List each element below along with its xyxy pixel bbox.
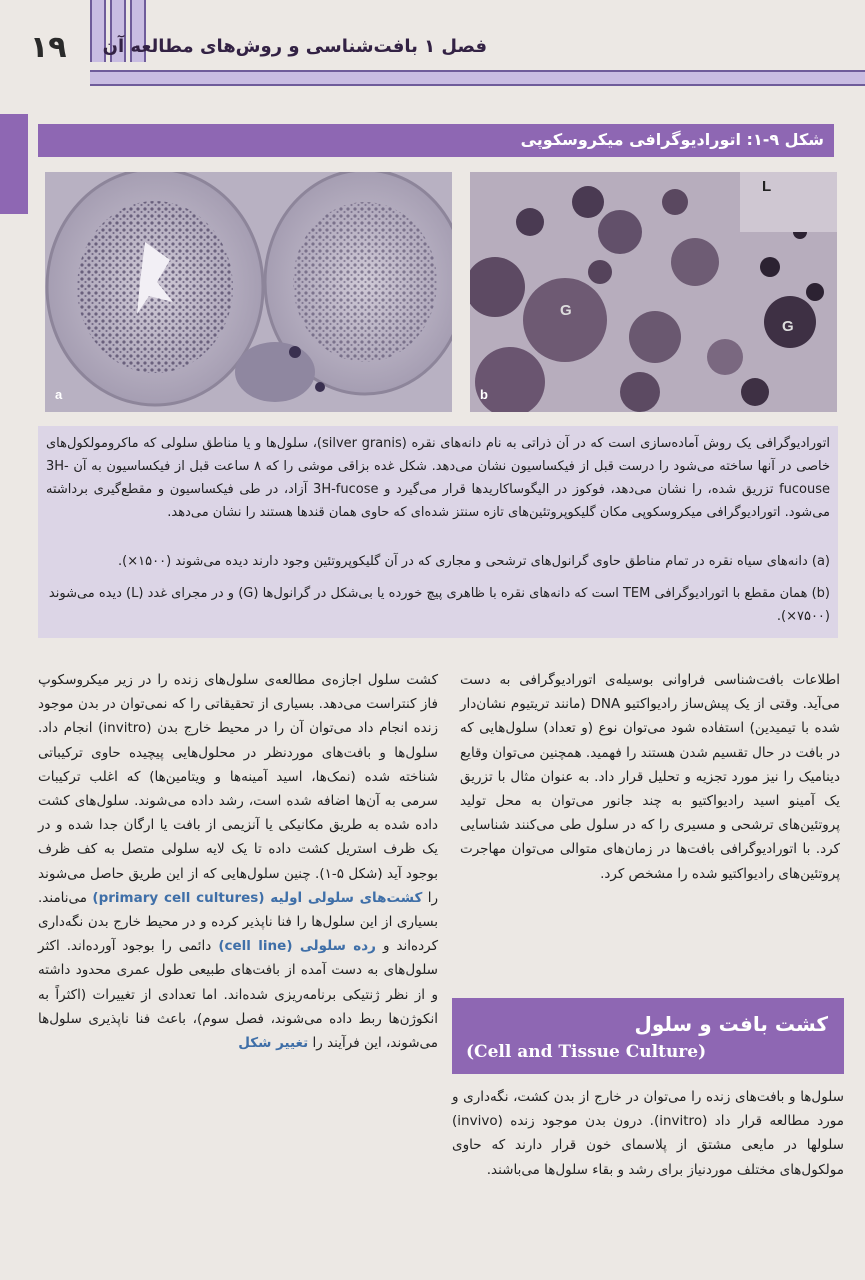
panel-b-label: b — [480, 387, 488, 402]
micrograph-panel-b — [470, 172, 837, 412]
chapter-tab — [0, 114, 28, 214]
chapter-title: فصل ۱ بافت‌شناسی و روش‌های مطالعه آن — [102, 36, 487, 57]
figure-title: شکل ۹-۱: اتورادیوگرافی میکروسکوپی — [520, 130, 824, 149]
granule-mark: G — [560, 302, 572, 319]
caption-text: اتورادیوگرافی یک روش آماده‌سازی است که در آن ذراتی به نام دانه‌های نقره (silver granis)، سلول‌ها و یا مناطق سلولی که ماکرومولکول‌های خاصی در آنها ساخته می‌شود را درست قبل از فیکساسیون نشان می‌دهد. شکل غده بزاقی موشی را که ۸ ساعت قبل از فیکساسیون به آن 3H-fucouse تزریق شده، را نشان می‌دهد، فوکوز در الیگوساکاریدها قرار می‌گیرد و 3H-fucose آزاد، در طی فیکساسیون و مقطع‌گیری برداشته می‌شود. اتورادیوگرافی میکروسکوپی مکان گلیکوپروتئین‌های تازه سنتز شده‌ای که حاوی همان قندها هستند را نشان می‌دهد. — [46, 436, 831, 520]
panel-a-label: a — [55, 387, 63, 402]
section-paragraph: سلول‌ها و بافت‌های زنده را می‌توان در خارج از بدن کشت، نگه‌داری و مورد مطالعه قرار داد (invitro). درون بدن موجود زنده (invivo) سلولها در مایعی مشتق از پلاسمای خون قرار دارند که حاوی مولکول‌های مختلف موردنیاز برای رشد و بقاء سلول‌ها می‌باشند. — [452, 1089, 844, 1178]
text-run: دائمی را بوجود آورده‌اند. اکثر سلول‌های به دست آمده از بافت‌های طبیعی طول عمری محدود داشته و از نظر ژنتیکی برنامه‌ریزی شده‌اند. اما تعدادی از تغییرات (اکثراً به انکوژن‌ها ربط داده می‌شوند، فصل سوم)، باعث فنا ناپذیری سلول‌ها می‌شوند، این فرآیند را — [38, 938, 438, 1052]
micrograph-panel-a — [45, 172, 452, 412]
header-rule — [90, 70, 865, 86]
section-title-fa: کشت بافت و سلول — [634, 1012, 828, 1036]
term-transformation: تغییر شکل — [238, 1035, 309, 1052]
body-paragraph: اطلاعات بافت‌شناسی فراوانی بوسیله‌ی اتورادیوگرافی به دست می‌آید. وقتی از یک پیش‌ساز رادیواکتیو DNA (مانند تریتیوم نشان‌دار شده با تیمیدین) استفاده شود می‌توان نوع (و تعداد) سلول‌هایی که در بافت در حال تقسیم شدن هستند را فهمید. همچنین می‌توان وقایع دینامیک را نیز مورد تجزیه و تحلیل قرار داد. به عنوان مثال با تزریق یک آمینو اسید رادیواکتیو به چند جانور می‌توان به محل تولید پروتئین‌های ترشحی و مسیری را که در سلول طی می‌کنند شناسایی کرد. با اتورادیوگرافی بافت‌ها در زمان‌های متوالی می‌توان مهاجرت پروتئین‌های رادیواکتیو شده را مشخص کرد. — [460, 672, 840, 882]
page-number: ۱۹ — [30, 30, 67, 65]
figure-title-bar — [38, 124, 834, 157]
term-primary-cell-cultures: کشت‌های سلولی اولیه (primary cell cultures) — [92, 889, 423, 906]
section-title-en: (Cell and Tissue Culture) — [466, 1042, 707, 1062]
caption-b: (b) همان مقطع با اتورادیوگرافی TEM است که دانه‌های نقره با ظاهری پیچ خورده یا بی‌شکل در گرانول‌ها (G) و در مجرای غدد (L) دیده می‌شوند (۷۵۰۰×). — [48, 586, 830, 624]
text-run: کشت سلول اجازه‌ی مطالعه‌ی سلول‌های زنده را در زیر میکروسکوپ فاز کنتراست می‌دهد. بسیاری از تحقیقاتی را که نمی‌توان در بدن موجود زنده انجام داد می‌توان آن را در محیط خارج بدن (invitro) انجام داد. سلول‌ها و بافت‌های موردنظر در محلول‌هایی پیچیده حاوی ترکیباتی شناخته شده (نمک‌ها، اسید آمینه‌ها و ویتامین‌ها) که اغلب ترکیبات سرمی به آن‌ها اضافه شده است، رشد داده می‌شوند. سلول‌های کشت داده شده به طریق مکانیکی یا آنزیمی از بافت یا ارگان جدا شده و در یک ظرف استریل کشت داده تا یک لایه سلولی متصل به کف ظرف بوجود آید (شکل ۵-۱). چنین سلول‌هایی که از این طریق حاصل می‌شوند را — [38, 672, 439, 906]
body-paragraph-left — [38, 668, 438, 1055]
term-cell-line: رده سلولی (cell line) — [218, 938, 376, 955]
lumen-mark: L — [762, 178, 772, 195]
text-run: می‌نامند. بسیاری از این سلول‌ها را فنا ناپذیر کرده و در محیط خارج بدن نگه‌داری کرده‌اند و — [38, 889, 439, 955]
section-heading-box — [452, 998, 844, 1074]
caption-a: (a) دانه‌های سیاه نقره در تمام مناطق حاوی گرانول‌های ترشحی و مجاری که در آن گلیکوپروتئین وجود دارند دیده می‌شوند (۱۵۰۰×). — [118, 554, 830, 569]
figure-caption — [38, 426, 838, 638]
granule-mark: G — [782, 318, 794, 335]
